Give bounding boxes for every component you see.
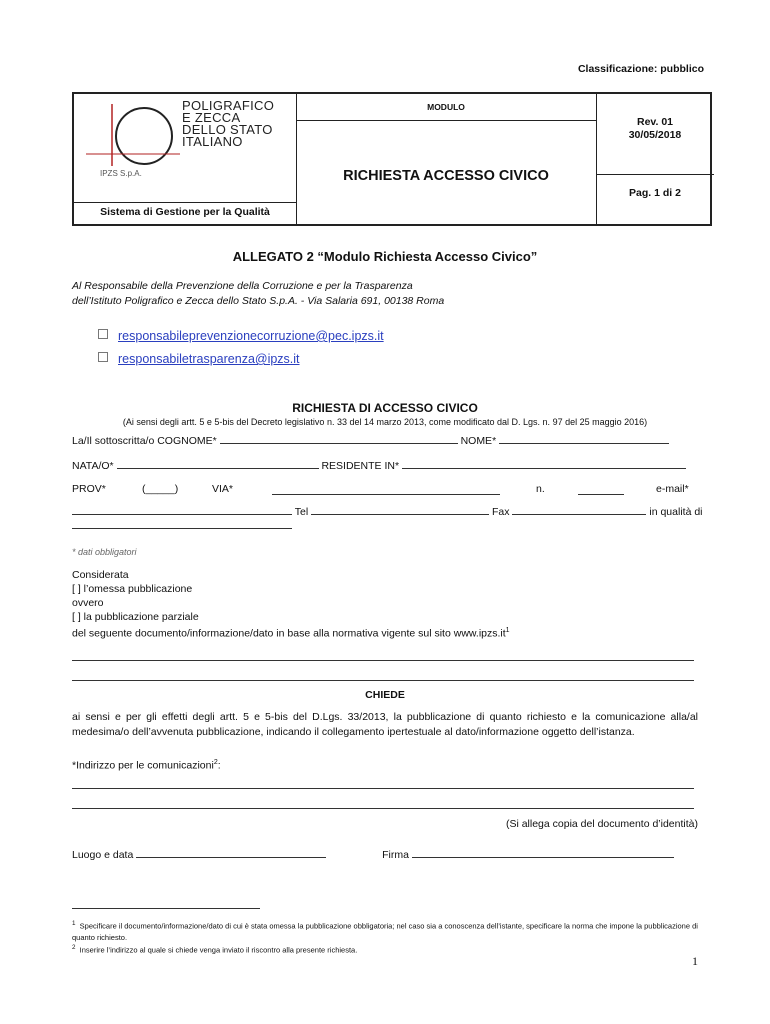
page-number: 1 xyxy=(692,954,698,968)
checkbox[interactable] xyxy=(98,352,108,362)
nato-field[interactable] xyxy=(117,459,319,469)
allegato-heading: ALLEGATO 2 “Modulo Richiesta Accesso Civico” xyxy=(232,249,538,264)
address-field-line-1[interactable] xyxy=(72,788,694,789)
nome-field[interactable] xyxy=(499,434,669,444)
form-subtitle: (Ai sensi degli artt. 5 e 5-bis del Decreto legislativo n. 33 del 14 marzo 2013, come modificato dal D. Lgs. n. 97 del 25 maggio 2016) xyxy=(122,417,648,427)
page-indicator: Pag. 1 di 2 xyxy=(629,187,681,199)
email-link[interactable]: responsabiletrasparenza@ipzs.it xyxy=(118,352,300,366)
footnote-rule xyxy=(72,908,260,909)
chiede-heading: CHIEDE xyxy=(365,689,405,701)
option-parziale[interactable]: [ ] la pubblicazione parziale xyxy=(72,611,199,623)
email-option-trasparenza[interactable] xyxy=(98,352,300,366)
form-title: RICHIESTA DI ACCESSO CIVICO xyxy=(292,401,478,415)
row-luogo-firma: Luogo e data Firma xyxy=(72,848,674,861)
qualita-field[interactable] xyxy=(72,528,292,529)
email-link[interactable]: responsabileprevenzionecorruzione@pec.ipzs.it xyxy=(118,329,384,343)
mandatory-note: * dati obbligatori xyxy=(72,547,137,557)
recipient-block: Al Responsabile della Prevenzione della Corruzione e per la Trasparenza dell’Istituto Poligrafico e Zecca dello Stato S.p.A. - Via Salaria 691, 00138 Roma xyxy=(72,280,445,307)
document-title: RICHIESTA ACCESSO CIVICO xyxy=(343,168,549,184)
document-field-line-1[interactable] xyxy=(72,660,694,661)
fax-field[interactable] xyxy=(512,505,646,515)
email-option-pec[interactable] xyxy=(98,329,384,343)
tel-field[interactable] xyxy=(311,505,489,515)
considerata-block: Considerata [ ] l’omessa pubblicazione ovvero [ ] la pubblicazione parziale del seguente documento/informazione/dato in base alla normativa vigente sul sito $www.ipzs.it^1$ xyxy=(72,569,510,640)
logo-subtitle: IPZS S.p.A. xyxy=(100,169,142,178)
address-field-line-2[interactable] xyxy=(72,808,694,809)
revision-info: Rev. 01 30/05/2018 xyxy=(628,116,682,141)
document-field-line-2[interactable] xyxy=(72,680,694,681)
footnote-1: $^1$ Specificare il documento/informazione/dato di cui è stata omessa la pubblicazione obbligatoria; nel caso sia a conoscenza dell’istante, specificare la norma che impone la pubblicazione di quanto richiesto. xyxy=(72,920,698,942)
row-tel-fax: Tel Fax in qualità di xyxy=(72,505,703,518)
prov-field[interactable]: (_____) xyxy=(142,483,179,495)
row-nato-residente: NATA/O* RESIDENTE IN* xyxy=(72,459,686,472)
row-cognome-nome: La/Il sottoscritta/o COGNOME* NOME* xyxy=(72,434,669,447)
firma-field[interactable] xyxy=(412,848,674,858)
indirizzo-label: *Indirizzo per le comunicazioni$^2$: xyxy=(72,759,221,772)
classification-label: Classificazione: pubblico xyxy=(577,63,704,75)
modulo-label: MODULO xyxy=(427,102,465,112)
logo-name: POLIGRAFICO E ZECCA DELLO STATO ITALIANO xyxy=(182,98,275,149)
luogo-data-field[interactable] xyxy=(136,848,326,858)
via-field[interactable] xyxy=(272,485,500,495)
footnote-2: $^2$ Inserire l’indirizzo al quale si chiede venga inviato il riscontro alla presente richiesta. xyxy=(72,944,358,955)
header-table xyxy=(72,92,712,226)
cognome-field[interactable] xyxy=(220,434,458,444)
email-field[interactable] xyxy=(72,505,292,515)
request-paragraph: ai sensi e per gli effetti degli artt. 5 e 5-bis del D.Lgs. 33/2013, la pubblicazione di quanto richiesto e la comunicazione alla/al medesima/o dell’avvenuta pubblicazione, indicando il collegamento ipertestuale al dato/informazione oggetto dell’istanza. xyxy=(72,711,698,738)
checkbox[interactable] xyxy=(98,329,108,339)
option-omessa[interactable]: [ ] l’omessa pubblicazione xyxy=(72,583,193,595)
quality-system-label: Sistema di Gestione per la Qualità xyxy=(100,206,270,218)
ipzs-logo xyxy=(74,94,296,202)
civico-field[interactable] xyxy=(578,485,624,495)
residente-field[interactable] xyxy=(402,459,686,469)
id-copy-note: (Si allega copia del documento d’identità) xyxy=(505,818,698,830)
